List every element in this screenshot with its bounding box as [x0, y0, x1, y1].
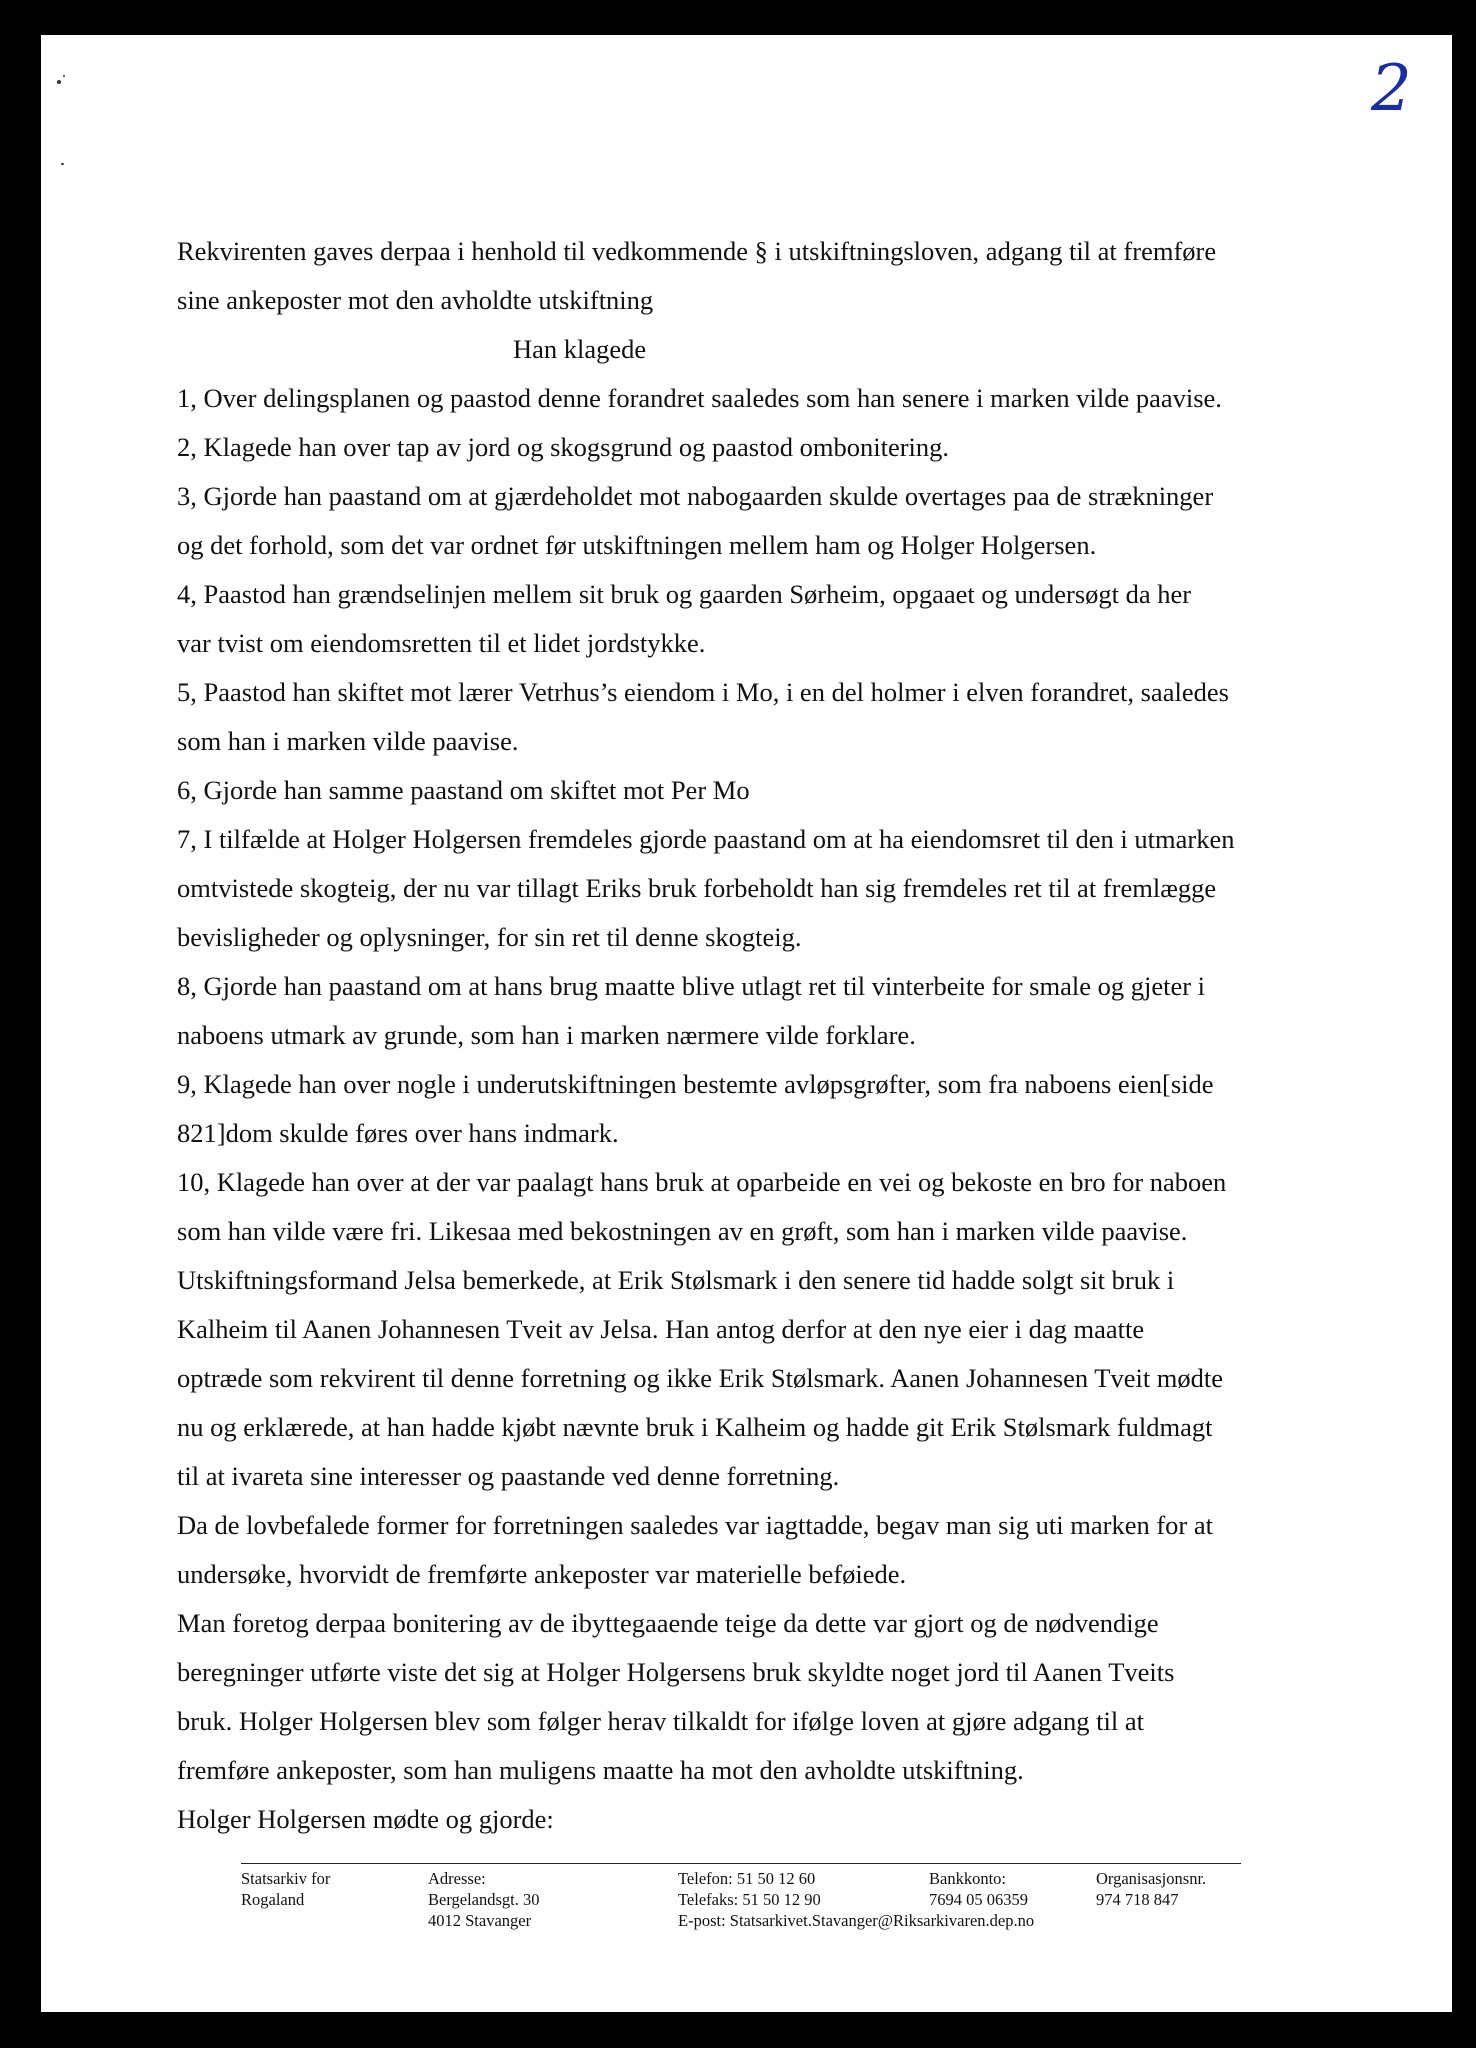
text-line: som han i marken vilde paavise.	[177, 726, 519, 756]
text-line: var tvist om eiendomsretten til et lidet jordstykke.	[177, 628, 706, 658]
text-line: 1, Over delingsplanen og paastod denne forandret saaledes som han senere i marken vilde paavise.	[177, 383, 1222, 413]
text-line: fremføre ankeposter, som han muligens maatte ha mot den avholdte utskiftning.	[177, 1755, 1024, 1785]
text-line: naboens utmark av grunde, som han i marken nærmere vilde forklare.	[177, 1020, 916, 1050]
footer-orgnr-value: 974 718 847	[1096, 1890, 1179, 1909]
text-line: til at ivareta sine interesser og paastande ved denne forretning.	[177, 1461, 840, 1491]
text-line: bruk. Holger Holgersen blev som følger herav tilkaldt for ifølge loven at gjøre adgang til at	[177, 1706, 1144, 1736]
footer-org-line: Rogaland	[241, 1890, 305, 1909]
text-line: Holger Holgersen mødte og gjorde:	[177, 1804, 554, 1834]
text-line: 7, I tilfælde at Holger Holgersen fremdeles gjorde paastand om at ha eiendomsret til den i utmarken	[177, 824, 1235, 854]
footer-orgnr	[1096, 1868, 1206, 1910]
footer-org-line: Statsarkiv for	[241, 1869, 331, 1888]
text-line: 5, Paastod han skiftet mot lærer Vetrhus’s eiendom i Mo, i en del holmer i elven forandret, saaledes	[177, 677, 1229, 707]
text-line: sine ankeposter mot den avholdte utskiftning	[177, 285, 654, 315]
footer-bank-account: 7694 05 06359	[929, 1890, 1028, 1909]
text-line: Rekvirenten gaves derpaa i henhold til vedkommende § i utskiftningsloven, adgang til at fremføre	[177, 236, 1217, 266]
footer-address	[428, 1868, 540, 1931]
section-heading: Han klagede	[513, 334, 647, 364]
text-line: 821]dom skulde føres over hans indmark.	[177, 1118, 619, 1148]
text-line: undersøke, hvorvidt de fremførte ankeposter var materielle beføiede.	[177, 1559, 907, 1589]
text-line: omtvistede skogteig, der nu var tillagt Eriks bruk forbeholdt han sig fremdeles ret til at fremlægge	[177, 873, 1217, 903]
footer-orgnr-label: Organisasjonsnr.	[1096, 1869, 1207, 1888]
text-line: Utskiftningsformand Jelsa bemerkede, at Erik Stølsmark i den senere tid hadde solgt sit bruk i	[177, 1265, 1175, 1295]
footer-address-line: 4012 Stavanger	[428, 1911, 532, 1930]
text-line: 9, Klagede han over nogle i underutskiftningen bestemte avløpsgrøfter, som fra naboens eien[side	[177, 1069, 1214, 1099]
text-line: beregninger utførte viste det sig at Holger Holgersens bruk skyldte noget jord til Aanen Tveits	[177, 1657, 1175, 1687]
text-line: som han vilde være fri. Likesaa med bekostningen av en grøft, som han i marken vilde paavise.	[177, 1216, 1188, 1246]
footer-divider	[241, 1863, 1241, 1864]
text-line: bevisligheder og oplysninger, for sin ret til denne skogteig.	[177, 922, 802, 952]
text-line: 10, Klagede han over at der var paalagt hans bruk at oparbeide en vei og bekoste en bro for naboen	[177, 1167, 1227, 1197]
footer-address-line: Bergelandsgt. 30	[428, 1890, 540, 1909]
footer-address-line: Adresse:	[428, 1869, 486, 1888]
text-line: 2, Klagede han over tap av jord og skogsgrund og paastod ombonitering.	[177, 432, 950, 462]
document-page	[41, 35, 1452, 2012]
text-line: 4, Paastod han grændselinjen mellem sit bruk og gaarden Sørheim, opgaaet og undersøgt da her	[177, 579, 1192, 609]
text-line: 6, Gjorde han samme paastand om skiftet mot Per Mo	[177, 775, 750, 805]
text-line: Da de lovbefalede former for forretningen saaledes var iagttadde, begav man sig uti marken for at	[177, 1510, 1214, 1540]
text-line: 8, Gjorde han paastand om at hans brug maatte blive utlagt ret til vinterbeite for smale og gjeter i	[177, 971, 1206, 1001]
footer-phone: Telefon: 51 50 12 60	[678, 1869, 816, 1888]
text-line: Kalheim til Aanen Johannesen Tveit av Jelsa. Han antog derfor at den nye eier i dag maatte	[177, 1314, 1145, 1344]
footer-fax: Telefaks: 51 50 12 90	[678, 1890, 821, 1909]
footer-bank-label: Bankkonto:	[929, 1869, 1006, 1888]
footer-bank	[929, 1868, 1028, 1910]
scan-speck	[57, 80, 61, 84]
text-line: og det forhold, som det var ordnet før utskiftningen mellem ham og Holger Holgersen.	[177, 530, 1097, 560]
text-line: optræde som rekvirent til denne forretning og ikke Erik Stølsmark. Aanen Johannesen Tveit mødte	[177, 1363, 1224, 1393]
scan-speck	[63, 75, 65, 77]
footer-email: E-post: Statsarkivet.Stavanger@Riksarkivaren.dep.no	[678, 1911, 1035, 1930]
text-line: nu og erklærede, at han hadde kjøbt nævnte bruk i Kalheim og hadde git Erik Stølsmark fuldmagt	[177, 1412, 1213, 1442]
text-line: 3, Gjorde han paastand om at gjærdeholdet mot nabogaarden skulde overtages paa de strækninger	[177, 481, 1214, 511]
text-line: Man foretog derpaa bonitering av de ibyttegaaende teige da dette var gjort og de nødvendige	[177, 1608, 1159, 1638]
document-body	[177, 227, 1417, 1844]
page-number: 2	[1371, 52, 1412, 126]
scan-speck	[61, 163, 64, 165]
footer-organization	[241, 1868, 330, 1910]
